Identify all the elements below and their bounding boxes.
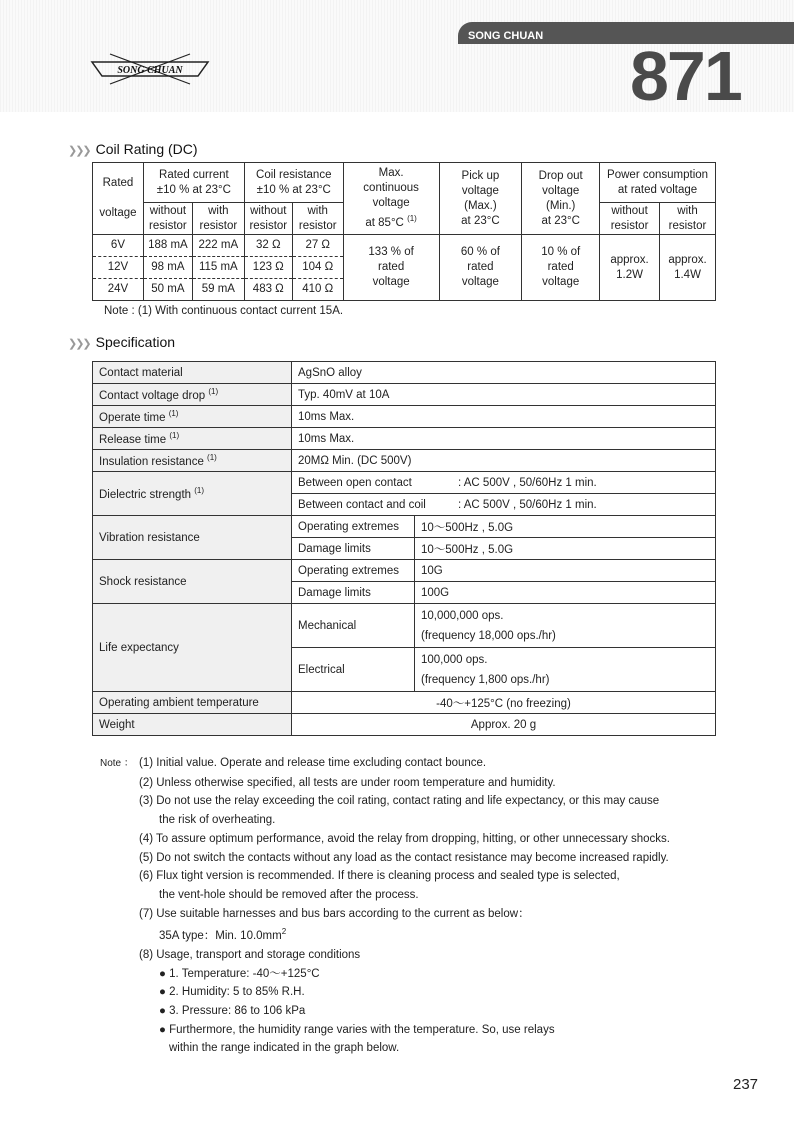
h-dropout: Drop out voltage (Min.) at 23°C	[522, 163, 600, 235]
coil-rating-table	[92, 162, 716, 301]
max-voltage-value: 133 % of rated voltage	[343, 235, 439, 301]
note-line: the risk of overheating.	[159, 814, 276, 827]
cell-current: 50 mA	[143, 279, 192, 301]
note-line: (8) Usage, transport and storage conditions	[139, 948, 361, 961]
spec-label: Life expectancy	[93, 604, 292, 692]
spec-label: Dielectric strength $^{(1)}$	[93, 472, 292, 516]
spec-label: Operate time $^{(1)}$	[93, 406, 292, 428]
table-row	[93, 406, 716, 428]
cell-current: 188 mA	[143, 235, 192, 257]
spec-value: 100G	[415, 582, 716, 604]
cell-resistance: 32 Ω	[244, 235, 292, 257]
spec-label: Vibration resistance	[93, 516, 292, 560]
cell-resistance: 410 Ω	[292, 279, 343, 301]
spec-sublabel: Damage limits	[292, 538, 415, 560]
table-row	[93, 692, 716, 714]
note-line: 35A type：Min. $10.0mm^2$	[159, 927, 287, 943]
note-line: within the range indicated in the graph below.	[169, 1042, 400, 1055]
note-line: the vent-hole should be removed after the process.	[159, 888, 419, 901]
note-line: (7) Use suitable harnesses and bus bars according to the current as below：	[139, 907, 530, 920]
section-arrows-icon: ❯❯❯	[68, 145, 90, 157]
note-line: ● 2. Humidity: 5 to 85% R.H.	[159, 986, 305, 999]
sub-without: without resistor	[600, 203, 660, 235]
spec-section-title: ❯❯❯ Specification	[68, 334, 176, 350]
coil-note: Note : (1) With continuous contact current 15A.	[104, 305, 344, 317]
model-number: 871	[630, 37, 741, 115]
section-arrows-icon: ❯❯❯	[68, 338, 90, 350]
cell-resistance: 123 Ω	[244, 257, 292, 279]
cell-resistance: 483 Ω	[244, 279, 292, 301]
spec-sublabel: Electrical	[292, 648, 415, 692]
note-line: (3) Do not use the relay exceeding the coil rating, contact rating and life expectancy, or this may cause	[139, 795, 660, 808]
spec-value: Between contact and coil : AC 500V , 50/60Hz 1 min.	[292, 494, 716, 516]
spec-sublabel: Operating extremes	[292, 516, 415, 538]
note-line: ● 3. Pressure: 86 to 106 kPa	[159, 1004, 306, 1017]
cell-current: 59 mA	[192, 279, 244, 301]
table-row	[93, 450, 716, 472]
spec-value: Between open contact : AC 500V , 50/60Hz 1 min.	[292, 472, 716, 494]
spec-value: 20MΩ Min. (DC 500V)	[292, 450, 716, 472]
h-pickup: Pick up voltage (Max.) at 23°C	[439, 163, 522, 235]
table-row	[93, 472, 716, 494]
cell-current: 115 mA	[192, 257, 244, 279]
spec-value: 100,000 ops. (frequency 1,800 ops./hr)	[415, 648, 716, 692]
cell-voltage: 24V	[93, 279, 144, 301]
spec-label: Contact voltage drop $^{(1)}$	[93, 384, 292, 406]
sub-without: without resistor	[244, 203, 292, 235]
spec-label: Contact material	[93, 362, 292, 384]
cell-voltage: 6V	[93, 235, 144, 257]
cell-resistance: 27 Ω	[292, 235, 343, 257]
song-chuan-logo	[90, 52, 210, 86]
spec-value: 10ms Max.	[292, 428, 716, 450]
spec-label: Weight	[93, 714, 292, 736]
svg-text:SONG CHUAN: SONG CHUAN	[117, 65, 183, 76]
table-row	[93, 384, 716, 406]
h-rated-current: Rated current ±10 % at 23°C	[143, 163, 244, 203]
spec-label: Shock resistance	[93, 560, 292, 604]
spec-label: Operating ambient temperature	[93, 692, 292, 714]
coil-section-title: ❯❯❯ Coil Rating (DC)	[68, 141, 198, 157]
page-number: 237	[733, 1076, 759, 1093]
h-power: Power consumption at rated voltage	[600, 163, 716, 203]
spec-label: Release time $^{(1)}$	[93, 428, 292, 450]
note-line: (4) To assure optimum performance, avoid the relay from dropping, hitting, or other unnecessary shocks.	[139, 832, 670, 845]
spec-value: -40～+125°C (no freezing)	[292, 692, 716, 714]
spec-value: 10,000,000 ops. (frequency 18,000 ops./hr)	[415, 604, 716, 648]
spec-sublabel: Damage limits	[292, 582, 415, 604]
power-without-value: approx. 1.2W	[600, 235, 660, 301]
note-line: (5) Do not switch the contacts without any load as the contact resistance may become increased rapidly.	[139, 851, 669, 864]
spec-value: Approx. 20 g	[292, 714, 716, 736]
spec-value: 10G	[415, 560, 716, 582]
sub-with: with resistor	[192, 203, 244, 235]
brand-tab: SONG CHUAN	[458, 22, 794, 44]
cell-resistance: 104 Ω	[292, 257, 343, 279]
pickup-value: 60 % of rated voltage	[439, 235, 522, 301]
dropout-value: 10 % of rated voltage	[522, 235, 600, 301]
spec-value: AgSnO alloy	[292, 362, 716, 384]
power-with-value: approx. 1.4W	[660, 235, 716, 301]
note-line: (2) Unless otherwise specified, all tests are under room temperature and humidity.	[139, 776, 556, 789]
spec-value: 10～500Hz , 5.0G	[415, 538, 716, 560]
note-line: (1) Initial value. Operate and release time excluding contact bounce.	[139, 757, 487, 769]
spec-value: 10ms Max.	[292, 406, 716, 428]
notes-block	[100, 754, 670, 1058]
cell-voltage: 12V	[93, 257, 144, 279]
table-row	[93, 560, 716, 582]
notes-prefix: Note ：	[100, 758, 134, 769]
table-row	[93, 516, 716, 538]
cell-current: 222 mA	[192, 235, 244, 257]
sub-with: with resistor	[292, 203, 343, 235]
h-max-voltage: Max. continuous voltage at 85°C $^{(1)}$	[343, 163, 439, 235]
note-line: (6) Flux tight version is recommended. If there is cleaning process and sealed type is selected,	[139, 870, 620, 883]
cell-current: 98 mA	[143, 257, 192, 279]
table-row	[93, 428, 716, 450]
note-line: ● 1. Temperature: -40～+125°C	[159, 967, 320, 980]
sub-without: without resistor	[143, 203, 192, 235]
table-row	[93, 714, 716, 736]
h-coil-resistance: Coil resistance ±10 % at 23°C	[244, 163, 343, 203]
spec-value: Typ. 40mV at 10A	[292, 384, 716, 406]
spec-sublabel: Mechanical	[292, 604, 415, 648]
note-line: ● Furthermore, the humidity range varies with the temperature. So, use relays	[159, 1023, 555, 1036]
spec-value: 10～500Hz , 5.0G	[415, 516, 716, 538]
h-rated-voltage: Rated voltage	[93, 163, 144, 235]
table-row	[93, 604, 716, 648]
specification-table	[92, 361, 716, 736]
spec-sublabel: Operating extremes	[292, 560, 415, 582]
table-row	[93, 235, 716, 257]
sub-with: with resistor	[660, 203, 716, 235]
table-row	[93, 362, 716, 384]
spec-label: Insulation resistance $^{(1)}$	[93, 450, 292, 472]
